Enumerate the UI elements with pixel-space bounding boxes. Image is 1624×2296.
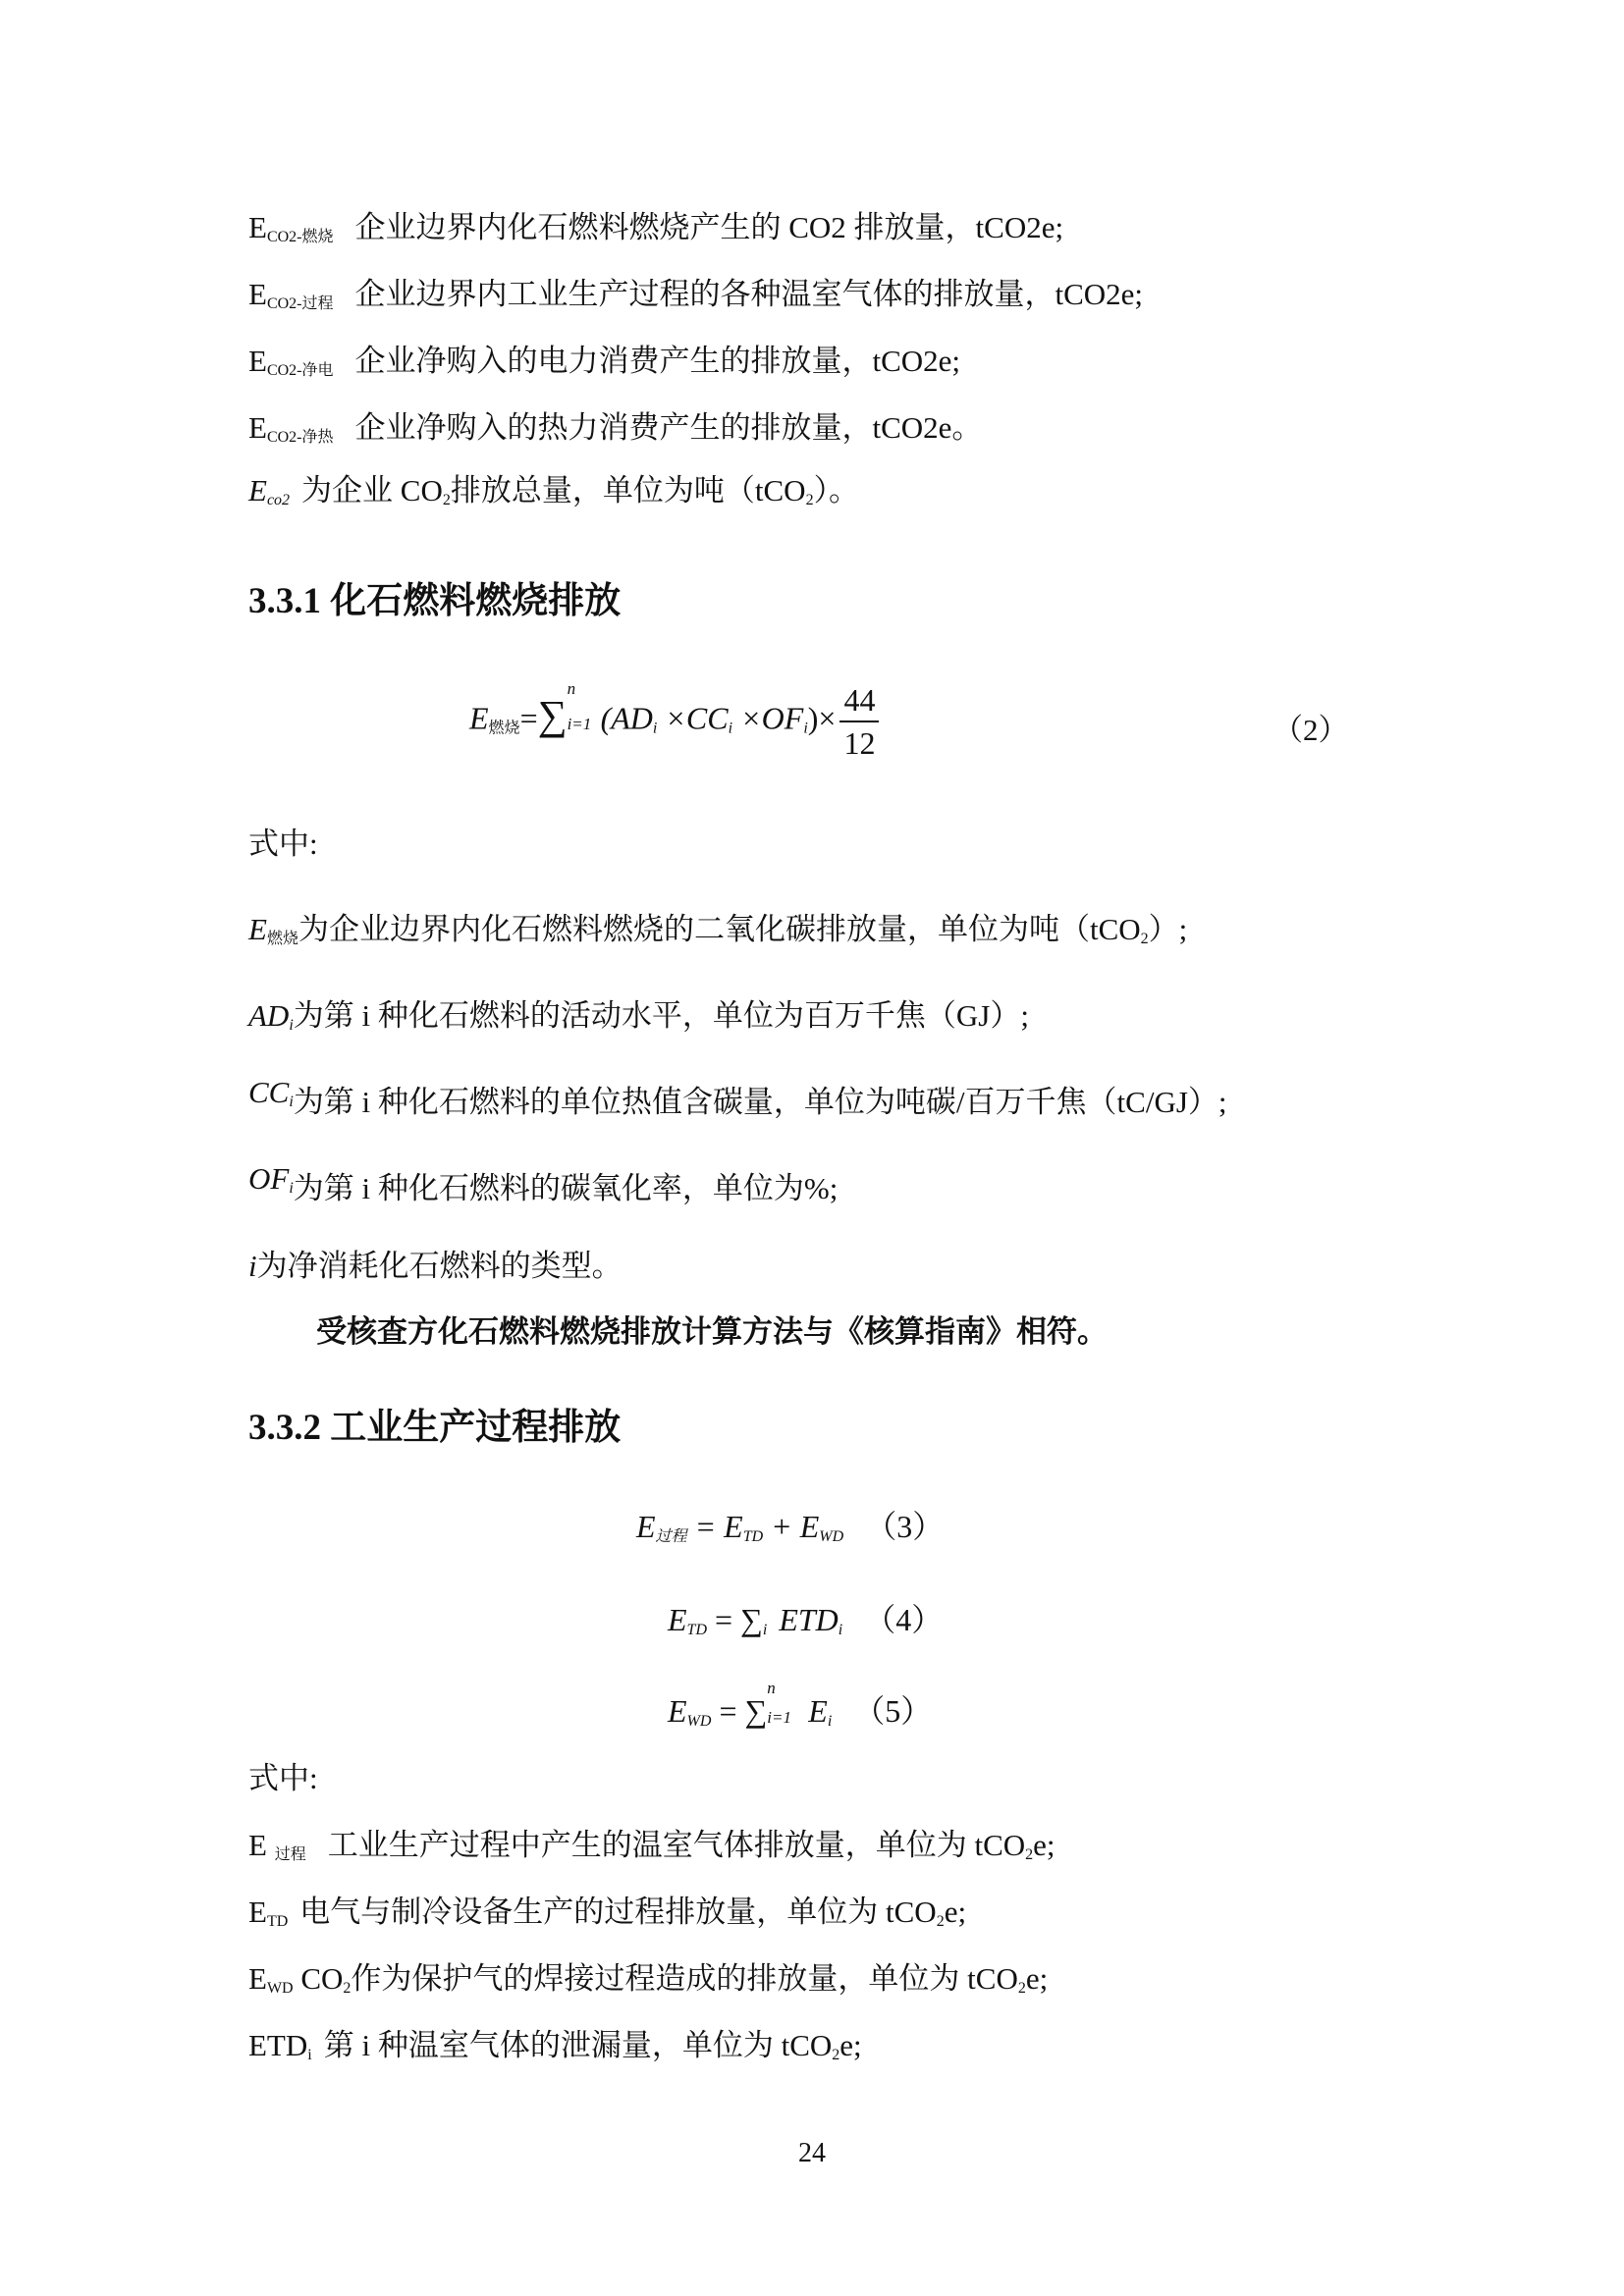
formula-subscript: TD xyxy=(686,1622,707,1638)
formula-eq: = xyxy=(519,700,538,736)
formula-subscript: 燃烧 xyxy=(488,720,520,737)
text: e; xyxy=(1033,1828,1056,1862)
text: 电气与制冷设备生产的过程排放量，单位为 tCO xyxy=(299,1895,937,1929)
formula-subscript: i xyxy=(728,720,733,737)
definition-line xyxy=(248,206,1063,259)
text: 工业生产过程中产生的温室气体排放量，单位为 tCO xyxy=(327,1828,1026,1862)
formula-term: ×OF xyxy=(732,700,804,736)
subscript: 2 xyxy=(442,492,451,508)
text: 为净消耗化石燃料的类型。 xyxy=(256,1249,623,1283)
equation-number: （3） xyxy=(865,1509,945,1544)
variable-line xyxy=(248,908,1187,961)
formula-3 xyxy=(636,1502,944,1547)
definition-line xyxy=(248,2024,862,2077)
symbol: E xyxy=(248,1961,267,1996)
formula-2 xyxy=(469,679,879,764)
symbol: OF xyxy=(248,1161,290,1196)
text: e; xyxy=(1025,1961,1049,1996)
formula-sum: = ∑ xyxy=(719,1693,768,1729)
variable-line xyxy=(248,1161,839,1220)
formula-subscript: TD xyxy=(742,1528,764,1545)
definition-text: 企业边界内工业生产过程的各种温室气体的排放量，tCO2e; xyxy=(354,277,1144,311)
shizhong-label: 式中: xyxy=(248,1761,318,1795)
shizhong-label: 式中: xyxy=(248,827,318,861)
formula-subscript: i xyxy=(652,720,658,737)
equation-number: （2） xyxy=(1272,713,1349,747)
subscript: 2 xyxy=(936,1913,945,1930)
formula-symbol: E xyxy=(636,1509,656,1544)
text: ）。 xyxy=(813,473,860,507)
variable-line xyxy=(248,1245,623,1288)
subscript: CO2-净电 xyxy=(266,362,334,379)
subscript: WD xyxy=(266,1980,294,1997)
formula-symbol: E xyxy=(668,1693,687,1729)
formula-term: ETD xyxy=(779,1602,839,1637)
formula-symbol: E xyxy=(469,700,489,736)
formula-subscript: i xyxy=(762,1622,768,1638)
subscript: CO2-燃烧 xyxy=(266,229,334,245)
formula-sub: i=1 xyxy=(567,715,592,734)
symbol: i xyxy=(248,1249,257,1283)
symbol: E xyxy=(248,473,267,507)
variable-line xyxy=(248,1075,1227,1134)
formula-sup: n xyxy=(567,679,576,699)
text: ）; xyxy=(1148,912,1188,946)
text: 为企业 CO xyxy=(301,473,443,507)
subscript: i xyxy=(289,1094,294,1110)
symbol: E xyxy=(248,277,267,311)
formula-subscript: WD xyxy=(686,1713,712,1730)
fraction xyxy=(839,679,879,764)
definition-line xyxy=(248,1824,1056,1877)
symbol: E xyxy=(248,1895,267,1929)
subscript: 2 xyxy=(805,492,814,508)
formula-term: = E xyxy=(694,1509,743,1544)
formula-term: + E xyxy=(763,1509,820,1544)
symbol: E xyxy=(248,912,267,946)
subscript: CO2-过程 xyxy=(266,295,334,312)
formula-5 xyxy=(668,1679,933,1732)
symbol: CC xyxy=(248,1075,290,1109)
text: e; xyxy=(944,1895,967,1929)
page-number: 24 xyxy=(798,2138,826,2168)
conclusion-text: 受核查方化石燃料燃烧排放计算方法与《核算指南》相符。 xyxy=(316,1314,1108,1349)
symbol: ETD xyxy=(248,2028,308,2062)
formula-sum: ∑ xyxy=(537,693,568,739)
fraction-numerator: 44 xyxy=(839,679,879,722)
subscript: 2 xyxy=(1140,931,1149,947)
text: 作为保护气的焊接过程造成的排放量，单位为 tCO xyxy=(351,1961,1018,1996)
text: 为第 i 种化石燃料的活动水平，单位为百万千焦（GJ）; xyxy=(293,998,1029,1033)
subscript: i xyxy=(289,1180,294,1197)
formula-term: ×CC xyxy=(657,700,729,736)
subscript: 2 xyxy=(343,1980,352,1997)
section-heading: 3.3.2 工业生产过程排放 xyxy=(248,1408,622,1448)
text: 为第 i 种化石燃料的碳氧化率，单位为%; xyxy=(293,1171,839,1205)
subscript: TD xyxy=(266,1913,289,1930)
definition-text: 企业净购入的电力消费产生的排放量，tCO2e; xyxy=(354,344,961,378)
section-heading: 3.3.1 化石燃料燃烧排放 xyxy=(248,581,622,621)
symbol: E xyxy=(248,344,267,378)
variable-line xyxy=(248,994,1029,1047)
formula-subscript: 过程 xyxy=(655,1528,687,1545)
definition-line xyxy=(248,340,960,393)
definition-text: 企业净购入的热力消费产生的排放量，tCO2e。 xyxy=(354,410,983,445)
formula-subscript: WD xyxy=(819,1528,844,1545)
subscript: co2 xyxy=(266,492,291,508)
symbol: E xyxy=(248,410,267,445)
definition-line xyxy=(248,1957,1048,2010)
text: 排放总量，单位为吨（tCO xyxy=(450,473,806,507)
subscript: i xyxy=(307,2047,312,2063)
text: CO xyxy=(300,1961,344,1996)
formula-sup: n xyxy=(767,1679,776,1697)
formula-subscript: i xyxy=(838,1622,843,1638)
definition-text: 企业边界内化石燃料燃烧产生的 CO2 排放量，tCO2e; xyxy=(354,210,1064,244)
equation-number: （5） xyxy=(853,1693,933,1729)
subscript: CO2-净热 xyxy=(266,429,334,446)
fraction-denominator: 12 xyxy=(843,725,876,761)
formula-subscript: i xyxy=(803,720,808,737)
subscript: i xyxy=(289,1017,294,1034)
definition-line xyxy=(248,406,982,459)
formula-sum: = ∑ xyxy=(715,1602,763,1637)
total-emission-line xyxy=(248,469,859,522)
subscript: 燃烧 xyxy=(266,931,298,947)
text: e; xyxy=(839,2028,862,2062)
text: 为企业边界内化石燃料燃烧的二氧化碳排放量，单位为吨（tCO xyxy=(298,912,1141,946)
subscript: 2 xyxy=(832,2047,840,2063)
formula-symbol: E xyxy=(668,1602,687,1637)
formula-term: )× xyxy=(807,700,837,736)
text: 第 i 种温室气体的泄漏量，单位为 tCO xyxy=(323,2028,833,2062)
formula-term: E xyxy=(808,1693,828,1729)
formula-sub: i=1 xyxy=(767,1708,791,1727)
symbol: E xyxy=(248,210,267,244)
symbol: AD xyxy=(248,998,290,1033)
definition-line xyxy=(248,273,1143,326)
subscript: 2 xyxy=(1025,1846,1034,1863)
text: 为第 i 种化石燃料的单位热值含碳量，单位为吨碳/百万千焦（tC/GJ）; xyxy=(293,1085,1227,1119)
symbol: E xyxy=(248,1828,267,1862)
formula-4 xyxy=(668,1595,943,1640)
definition-line xyxy=(248,1891,966,1944)
formula-term: (AD xyxy=(600,700,653,736)
subscript: 过程 xyxy=(274,1846,306,1863)
subscript: 2 xyxy=(1017,1980,1026,1997)
formula-subscript: i xyxy=(827,1713,833,1730)
equation-number: （4） xyxy=(864,1602,944,1637)
